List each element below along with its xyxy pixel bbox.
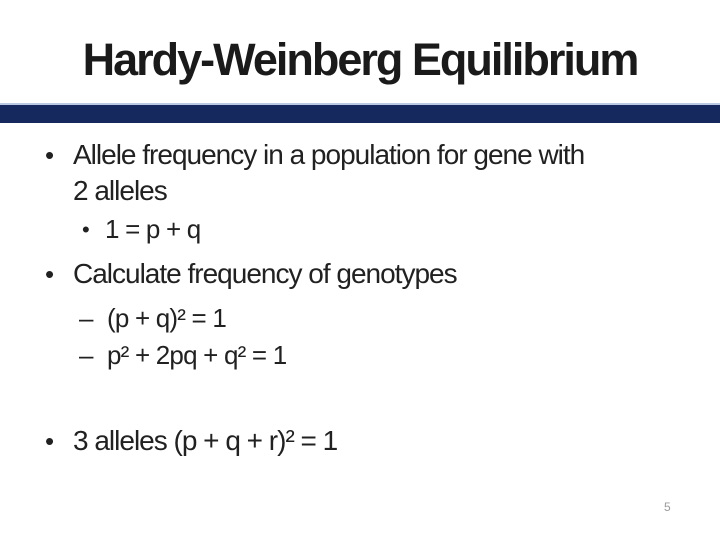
dash-item-expanded-equation: [79, 338, 287, 372]
bullet-item-allele-frequency: [45, 137, 585, 209]
bullet-item-three-alleles: [45, 423, 338, 459]
bullet-text-line: p² + 2pq + q² = 1: [107, 340, 287, 370]
bullet-text-line: Calculate frequency of genotypes: [73, 258, 457, 289]
dash-icon: –: [79, 303, 94, 333]
bullet-icon: •: [82, 217, 90, 242]
dash-icon: –: [79, 340, 94, 370]
bullet-text-line: 3 alleles (p + q + r)² = 1: [73, 425, 338, 456]
bullet-text-line: Allele frequency in a population for gene with: [73, 139, 585, 170]
page-number: 5: [664, 500, 671, 514]
bullet-item-calculate-frequency: [45, 256, 457, 292]
bullet-text-line: (p + q)² = 1: [107, 303, 227, 333]
bullet-icon: •: [45, 259, 55, 289]
slide-title: Hardy-Weinberg Equilibrium: [82, 34, 638, 85]
sub-bullet-allele-equation: [82, 212, 201, 246]
bullet-icon: •: [45, 426, 55, 456]
bullet-text-line: 2 alleles: [73, 175, 167, 206]
bullet-icon: •: [45, 140, 55, 170]
title-divider-bar: [0, 103, 720, 123]
bullet-text-line: 1 = p + q: [105, 214, 201, 244]
dash-item-binomial-squared: [79, 301, 227, 335]
